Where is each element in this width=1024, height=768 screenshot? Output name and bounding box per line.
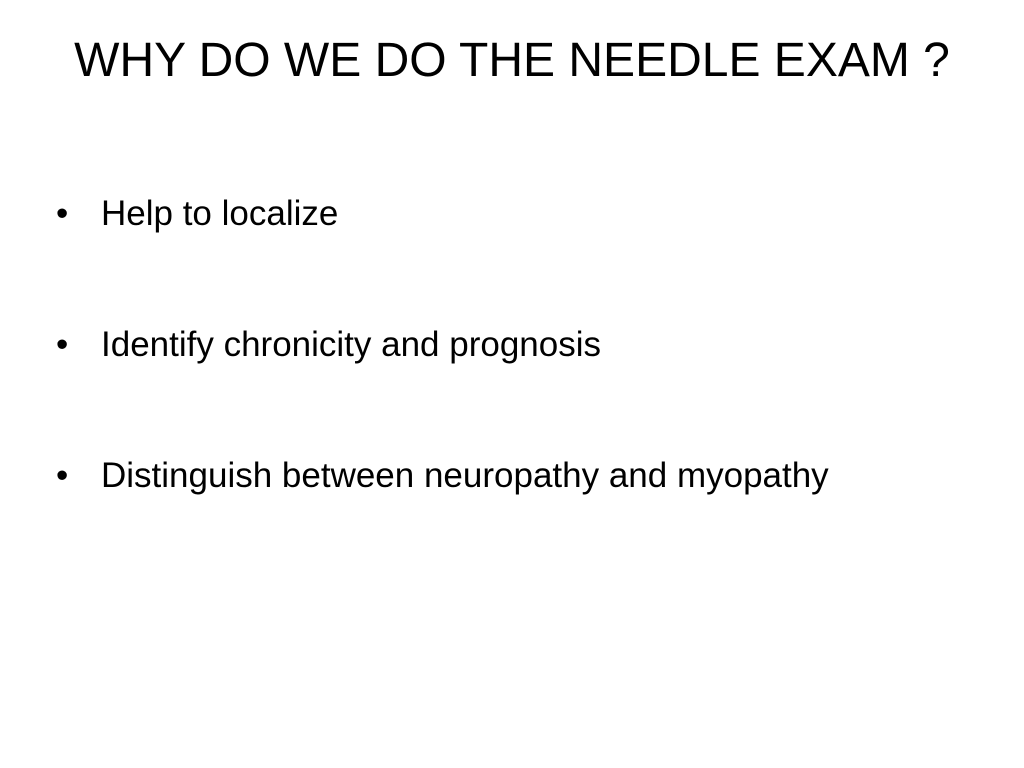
bullet-text: Distinguish between neuropathy and myopathy bbox=[101, 456, 829, 495]
bullet-list bbox=[56, 188, 936, 502]
bullet-icon: • bbox=[56, 194, 69, 233]
bullet-icon: • bbox=[56, 456, 69, 495]
bullet-item-distinguish bbox=[56, 450, 936, 502]
bullet-text: Help to localize bbox=[101, 194, 339, 233]
bullet-item-localize bbox=[56, 188, 936, 240]
bullet-text: Identify chronicity and prognosis bbox=[101, 325, 601, 364]
bullet-icon: • bbox=[56, 325, 69, 364]
slide-title: WHY DO WE DO THE NEEDLE EXAM ? bbox=[74, 34, 950, 87]
bullet-item-chronicity bbox=[56, 319, 936, 371]
